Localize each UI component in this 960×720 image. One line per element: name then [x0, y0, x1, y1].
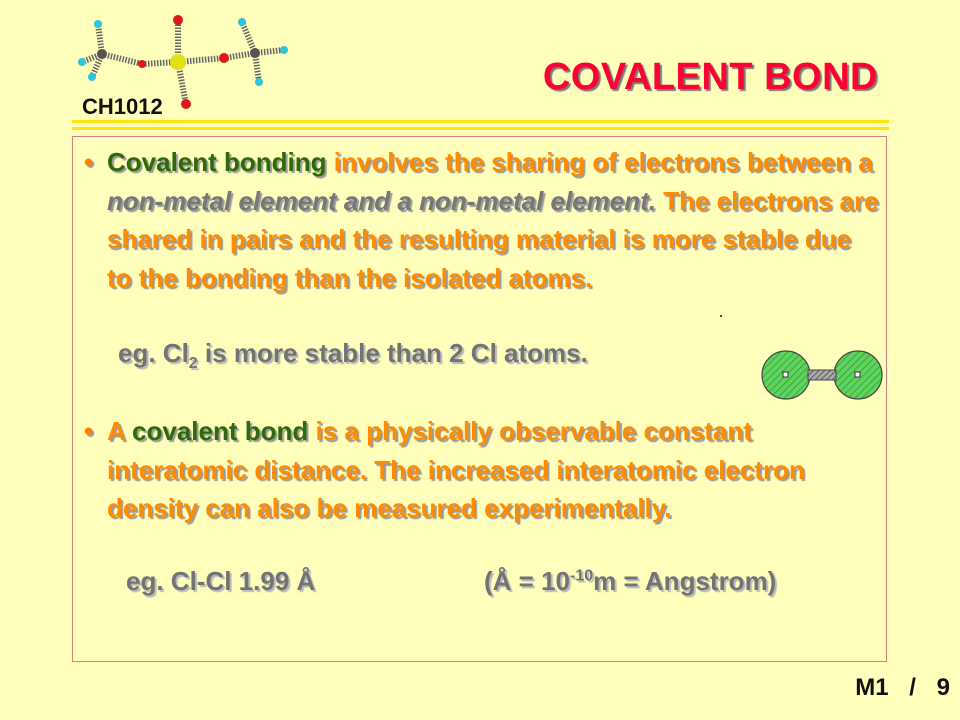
stray-mark: [720, 315, 722, 317]
definition-exponent: -10: [570, 567, 594, 585]
bullet-text: [107, 412, 882, 528]
angstrom-definition: [484, 566, 776, 597]
course-code: CH1012: [82, 94, 163, 119]
bullet-italic-phrase: non-metal element and a non-metal element.: [107, 185, 656, 216]
bullet-marker: •: [84, 416, 94, 446]
bullet-body-part1: involves the sharing of electrons between a: [326, 147, 873, 177]
page-number: M1 / 9: [855, 674, 950, 701]
definition-suffix: m = Angstrom): [593, 566, 777, 596]
title-divider-top: [72, 120, 889, 123]
bullet-marker: •: [84, 147, 94, 177]
bullet-lead: A: [107, 416, 133, 446]
example-suffix: is more stable than 2 Cl atoms.: [197, 338, 588, 368]
term-covalent-bonding: Covalent bonding: [107, 147, 327, 177]
cl2-molecule-icon: [760, 344, 886, 406]
bullet-body-part2: The electrons are shared in pairs and the resulting material is more stable due to the bonding than the isolated atoms.: [107, 185, 879, 293]
bullet-covalent-bond: [84, 412, 882, 528]
bullet-body: is a physically observable constant interatomic distance. The increased interatomic electron density can also be measured experimentally.: [107, 416, 805, 523]
title-divider-bottom: [72, 127, 889, 130]
bullet-covalent-bonding: [84, 143, 882, 297]
example-prefix: eg. Cl: [118, 338, 189, 368]
definition-prefix: (Å = 10: [484, 566, 570, 596]
example-bond-length: eg. Cl-Cl 1.99 Å: [126, 566, 316, 596]
term-covalent-bond: covalent bond: [132, 416, 309, 446]
bullet-text: [107, 143, 882, 297]
slide-title: COVALENT BOND: [542, 56, 878, 98]
example-cl2-stability: [118, 338, 588, 373]
example-subscript: 2: [188, 355, 198, 373]
